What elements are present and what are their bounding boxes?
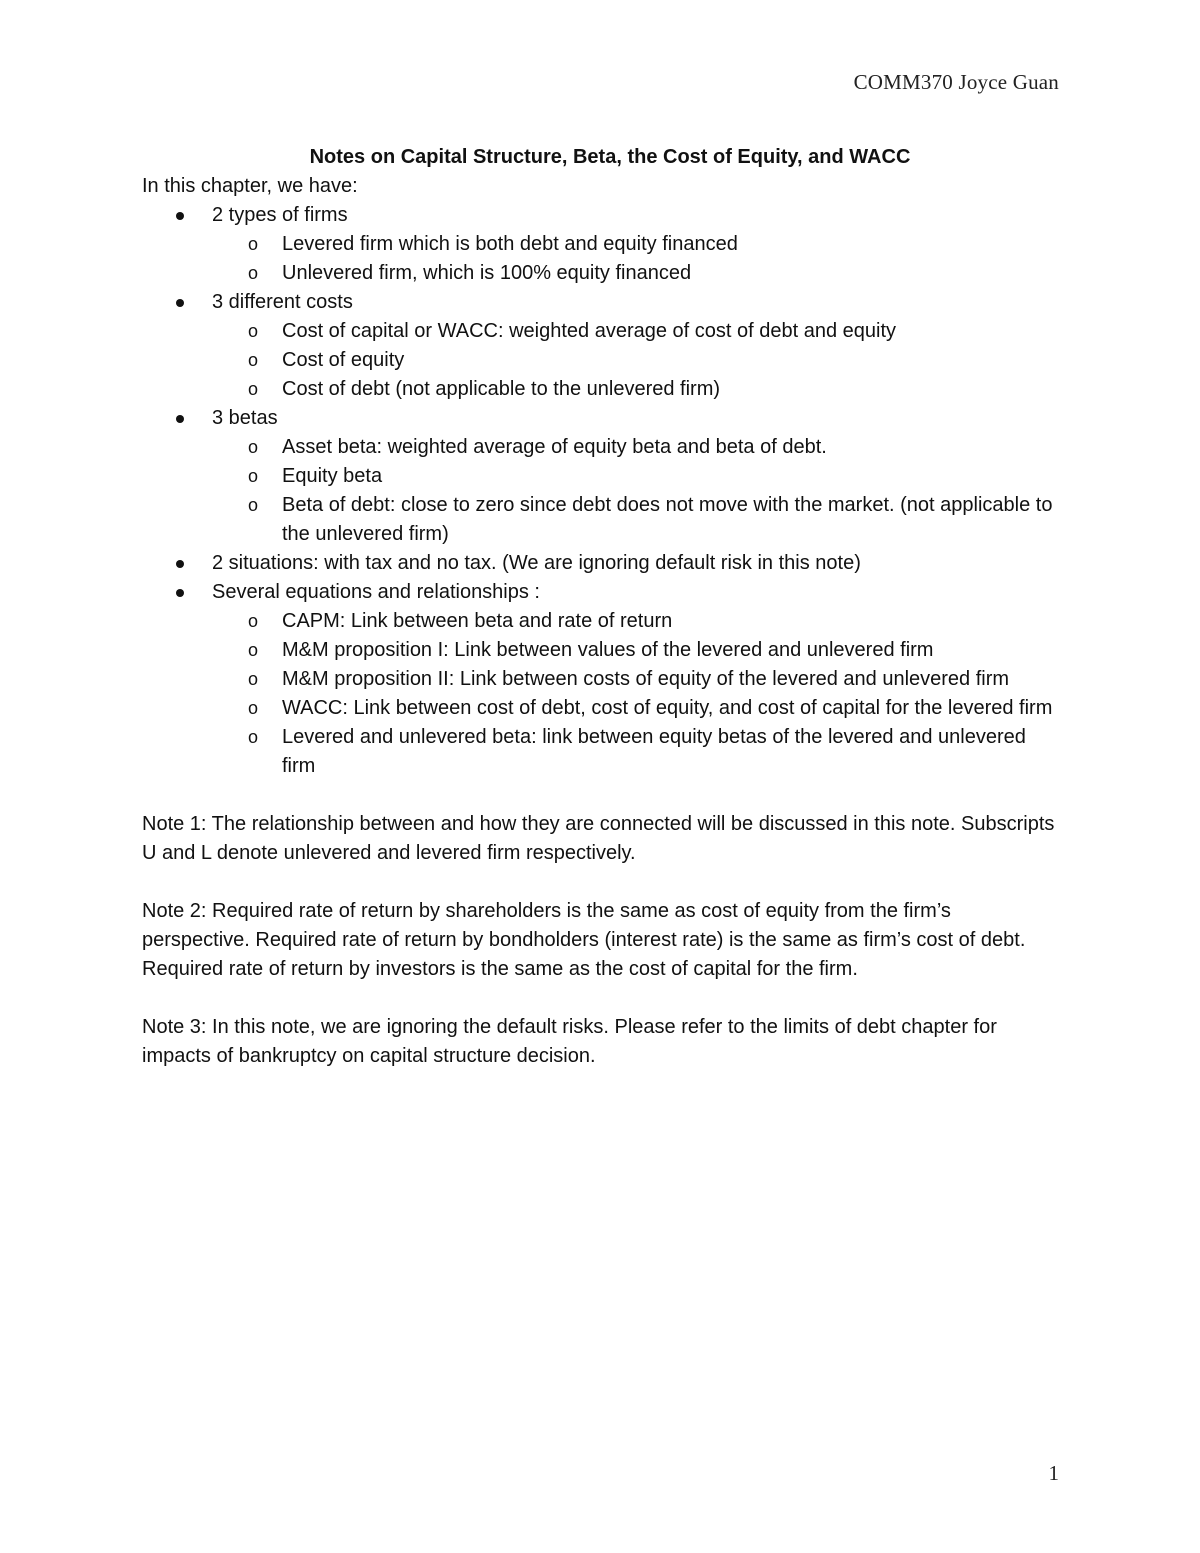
sub-list-item (212, 375, 1060, 404)
circle-bullet-icon: o (248, 640, 259, 660)
sub-list-item-text: CAPM: Link between beta and rate of return (282, 610, 673, 632)
sub-list-item (212, 723, 1060, 781)
bullet-icon (176, 589, 184, 597)
circle-bullet-icon: o (248, 495, 259, 515)
circle-bullet-icon: o (248, 263, 259, 283)
sub-list-item (212, 694, 1060, 723)
note-paragraph: Note 1: The relationship between and how they are connected will be discussed in this note. Subscripts U and L denote unlevered and levered firm respectively. (142, 813, 1055, 864)
sub-list-item (212, 607, 1060, 636)
bullet-icon (176, 415, 184, 423)
list-item (142, 549, 1060, 578)
circle-bullet-icon: o (248, 437, 259, 457)
notes-section (142, 810, 1060, 1071)
document-body (142, 143, 1060, 1100)
sub-list-item-text: Levered firm which is both debt and equity financed (282, 233, 738, 255)
sub-list-item (212, 636, 1060, 665)
sub-list (212, 317, 1060, 404)
bullet-icon (176, 299, 184, 307)
list-item-text: 3 betas (212, 407, 278, 429)
sub-list-item-text: Beta of debt: close to zero since debt does not move with the market. (not applicable to the unlevered firm) (282, 494, 1053, 545)
circle-bullet-icon: o (248, 321, 259, 341)
sub-list-item-text: WACC: Link between cost of debt, cost of equity, and cost of capital for the levered firm (282, 697, 1053, 719)
bullet-icon (176, 212, 184, 220)
list-item (142, 288, 1060, 404)
circle-bullet-icon: o (248, 611, 259, 631)
circle-bullet-icon: o (248, 234, 259, 254)
sub-list (212, 230, 1060, 288)
sub-list-item-text: Levered and unlevered beta: link between equity betas of the levered and unlevered firm (282, 726, 1026, 777)
sub-list-item (212, 230, 1060, 259)
sub-list-item-text: Equity beta (282, 465, 383, 487)
circle-bullet-icon: o (248, 466, 259, 486)
circle-bullet-icon: o (248, 727, 259, 747)
sub-list-item-text: Cost of equity (282, 349, 405, 371)
sub-list (212, 607, 1060, 781)
sub-list-item-text: Cost of capital or WACC: weighted average of cost of debt and equity (282, 320, 897, 342)
sub-list (212, 433, 1060, 549)
list-item (142, 404, 1060, 549)
list-item-text: Several equations and relationships : (212, 581, 540, 603)
sub-list-item (212, 491, 1060, 549)
circle-bullet-icon: o (248, 698, 259, 718)
header-author: COMM370 Joyce Guan (853, 70, 1059, 94)
main-list (142, 201, 1060, 781)
list-item (142, 578, 1060, 781)
circle-bullet-icon: o (248, 669, 259, 689)
page-number: 1 (1048, 1461, 1059, 1485)
intro-text: In this chapter, we have: (142, 175, 358, 197)
sub-list-item (212, 317, 1060, 346)
sub-list-item (212, 259, 1060, 288)
list-item-text: 2 types of firms (212, 204, 348, 226)
note-paragraph: Note 3: In this note, we are ignoring the default risks. Please refer to the limits of debt chapter for impacts of bankruptcy on capital structure decision. (142, 1016, 997, 1067)
sub-list-item-text: M&M proposition II: Link between costs of equity of the levered and unlevered firm (282, 668, 1010, 690)
circle-bullet-icon: o (248, 379, 259, 399)
note-paragraph: Note 2: Required rate of return by shareholders is the same as cost of equity from the firm’s perspective. Required rate of return by bondholders (interest rate) is the same as firm’s cost of debt. Required rate of return by investors is the same as the cost of capital for the firm. (142, 900, 1026, 980)
sub-list-item-text: Cost of debt (not applicable to the unlevered firm) (282, 378, 721, 400)
bullet-icon (176, 560, 184, 568)
document-title: Notes on Capital Structure, Beta, the Cost of Equity, and WACC (309, 146, 911, 168)
list-item-text: 3 different costs (212, 291, 353, 313)
list-item (142, 201, 1060, 288)
sub-list-item (212, 462, 1060, 491)
list-item-text: 2 situations: with tax and no tax. (We are ignoring default risk in this note) (212, 552, 861, 574)
sub-list-item-text: Asset beta: weighted average of equity beta and beta of debt. (282, 436, 827, 458)
sub-list-item-text: Unlevered firm, which is 100% equity financed (282, 262, 692, 284)
sub-list-item (212, 665, 1060, 694)
sub-list-item (212, 346, 1060, 375)
sub-list-item-text: M&M proposition I: Link between values of the levered and unlevered firm (282, 639, 934, 661)
circle-bullet-icon: o (248, 350, 259, 370)
sub-list-item (212, 433, 1060, 462)
